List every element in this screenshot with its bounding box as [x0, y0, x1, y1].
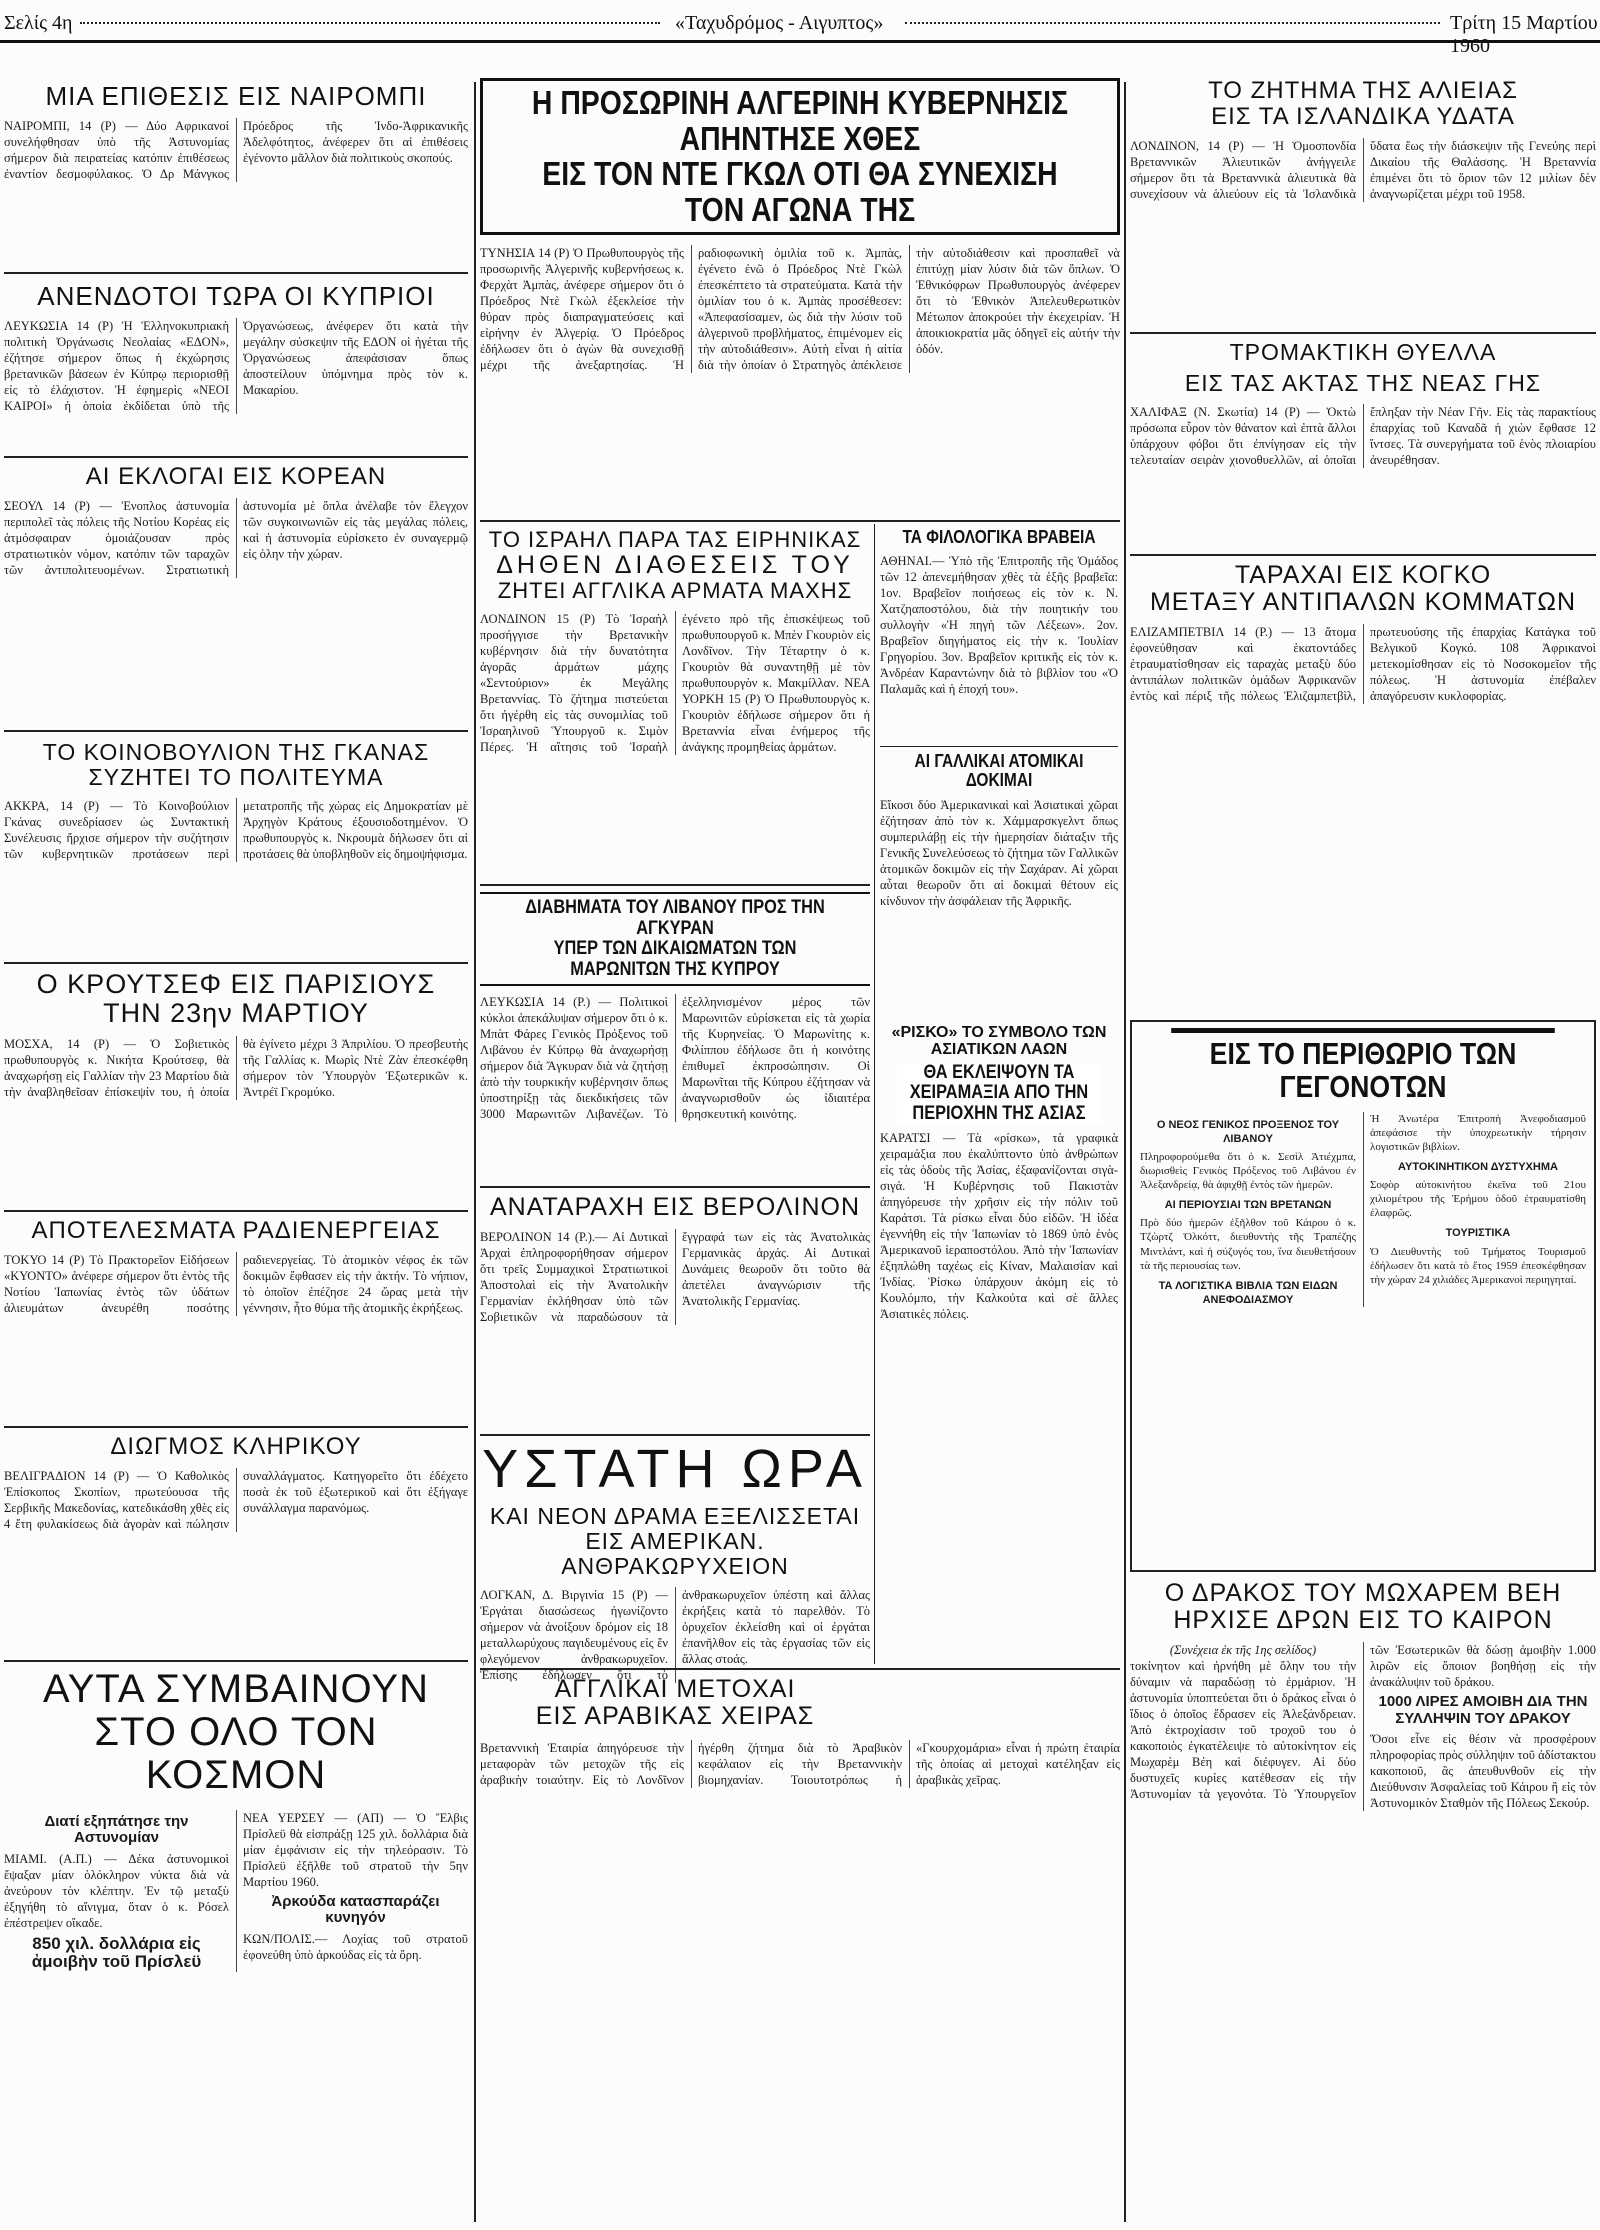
article-body: Εἴκοσι δύο Ἀμερικανικαὶ καὶ Ἀσιατικαὶ χῶραι ἐζήτησαν ἀπὸ τὸν κ. Χάμμαρσκγελντ ὅπως συμπεριλάβῃ εἰς τὴν ἡμερησίαν διάταξιν τῆς Γενικῆς Συνελεύσεως τὸ ζήτημα τῶν Γαλλικῶν ἀτομικῶν δοκιμῶν εἰς τὴν Σαχάραν. Αἱ χῶραι αὗται θεωροῦν ὅτι αἱ δοκιμαὶ θέτουν εἰς κίνδυνον τὴν ἀσφάλειαν τῆς Ἀφρικῆς. [880, 797, 1118, 908]
headline: ΥΣΤΑΤΗ ΩΡΑ [482, 1439, 868, 1499]
headline: ΕΙΣ ΤΟ ΠΕΡΙΘΩΡΙΟ ΤΩΝ ΓΕΓΟΝΟΤΩΝ [1171, 1028, 1555, 1104]
article-divider [480, 520, 1120, 522]
article-divider [480, 1434, 870, 1436]
headline: ΣΤΟ ΟΛΟ ΤΟΝ ΚΟΣΜΟΝ [94, 1710, 378, 1798]
article-body: ΧΑΛΙΦΑΞ (Ν. Σκωτία) 14 (Ρ) — Ὀκτὼ πρόσωπα εὗρον τὸν θάνατον καὶ ἐπτὰ ἄλλοι ὑπάρχουν φόβοι ὅτι ἐπνίγησαν εἰς τὴν τελευταίαν σειρὰν χιονοθυελλῶν, αἱ ὁποῖαι ἔπληξαν τὴν Νέαν Γῆν. Εἰς τὰς παρακτίους ἐπαρχίας τοῦ Καναδᾶ ἡ χιὼν ἔφθασε 12 ἴντσες. Τὰ συνεργήματα τοῦ ἑνὸς πλοιαρίου ἀνευρέθησαν. [1130, 404, 1596, 467]
subheadline: ΕΙΣ ΑΜΕΡΙΚΑΝ. ΑΝΘΡΑΚΩΡΥΧΕΙΟΝ [561, 1528, 789, 1579]
article-divider [4, 272, 468, 274]
headline: ΑΙ ΕΚΛΟΓΑΙ ΕΙΣ ΚΟΡΕΑΝ [85, 463, 387, 490]
page-number: Σελίς 4η [4, 12, 73, 34]
article-khrushchev [4, 970, 468, 1206]
article-cleric [4, 1434, 468, 1656]
paragraph: Ἡ Ἀνωτέρα Ἐπιτροπὴ Ἀνεφοδιασμοῦ ἀπεφάσισε τὴν ὑποχρεωτικὴν τήρησιν λογιστικῶν βιβλίων. [1370, 1112, 1586, 1154]
paragraph: Ὁ Διευθυντὴς τοῦ Τμήματος Τουρισμοῦ ἐδήλωσεν ὅτι κατὰ τὸ ἔτος 1959 ἐπεσκέφθησαν τὴν χώραν 24 χιλιάδες Ἀμερικανοὶ περιηγηταί. [1370, 1245, 1586, 1286]
article-risko [880, 1024, 1118, 1664]
article-body: ΜΟΣΧΑ, 14 (Ρ) — Ὁ Σοβιετικὸς πρωθυπουργὸς κ. Νικήτα Κρούτσεφ, θὰ ἀναχωρήσῃ εἰς Γαλλίαν τὴν 23 Μαρτίου διὰ τὴν ἀναβληθεῖσαν ἐπίσκεψίν του, ἡ ὁποία θὰ ἐγίνετο μέχρι 3 Ἀπριλίου. Ὁ πρεσβευτὴς τῆς Γαλλίας κ. Μωρὶς Ντὲ Ζὰν ἐπεσκέφθη σήμερον τὸν Ὑπουργὸν Ἐξωτερικῶν κ. Ἀντρέϊ Γκρομύκο. [4, 1037, 468, 1100]
article-body: ΕΛΙΖΑΜΠΕΤΒΙΛ 14 (Ρ.) — 13 ἄτομα ἐφονεύθησαν καὶ ἑκατοντάδες ἐτραυματίσθησαν εἰς ταραχὰς μεταξὺ δύο ἀντιπάλων πολιτικῶν ὁμάδων Ἀφρικανῶν ἐντὸς καὶ πέριξ τῆς πόλεως Ἐλιζαμπετβὶλ, πρωτευούσης τῆς ἐπαρχίας Κατάγκα τοῦ Βελγικοῦ Κογκό. 108 Ἀφρικανοὶ μετεκομίσθησαν εἰς τὸ Νοσοκομεῖον τῆς πόλεως. Ἡ ἀστυνομία ἐπέβαλεν ἀπαγόρευσιν κυκλοφορίας. [1130, 625, 1596, 703]
column-divider [1124, 82, 1126, 2222]
article-berlin [480, 1194, 870, 1430]
article-body: ΛΟΝΔΙΝΟΝ, 14 (Ρ) — Ἡ Ὁμοσπονδία Βρεταννικῶν Ἀλιευτικῶν ἀνήγγειλε σήμερον ὅτι τὰ Βρεταννικὰ ἁλιευτικὰ θὰ συνεχίσουν νὰ ἁλιεύουν εἰς τὰ Ἰσλανδικὰ ὕδατα ἕως τὴν διάσκεψιν τῆς Γενεύης περὶ Δικαίου τῆς Θαλάσσης. Ἡ Βρεταννία ἐπιμένει ὅτι τὸ ὅριον τῶν 12 μιλίων δὲν ἀναγνωρίζεται μέχρι τοῦ 1958. [1130, 138, 1596, 201]
headline: Ο ΚΡΟΥΤΣΕΦ ΕΙΣ ΠΑΡΙΣΙΟΥΣ [36, 969, 436, 999]
headline: ΤΡΟΜΑΚΤΙΚΗ ΘΥΕΛΛΑ [1229, 339, 1497, 365]
article-divider [4, 1210, 468, 1212]
headline: ΕΙΣ ΤΑΣ ΑΚΤΑΣ ΤΗΣ ΝΕΑΣ ΓΗΣ [1184, 369, 1542, 396]
headline: ΜΙΑ ΕΠΙΘΕΣΙΣ ΕΙΣ ΝΑΙΡΟΜΠΙ [45, 81, 427, 111]
headline-box [480, 892, 870, 986]
subheadline: 850 χιλ. δολλάρια εἰς ἀμοιβὴν τοῦ Πρίσλεϋ [31, 1933, 202, 1972]
article-divider [1130, 332, 1596, 334]
article-body: ΛΕΥΚΩΣΙΑ 14 (Ρ) Ἡ Ἑλληνοκυπριακὴ πολιτικὴ Ὀργάνωσις Νεολαίας «ΕΔΟΝ», ἐζήτησε σήμερον ὅπως ἡ ἐκχώρησις βρετανικῶν βάσεων ἐν Κύπρῳ περιορισθῇ εἰς τὸ ἐλάχιστον. Ἡ ἐφημερὶς «ΝΕΟΙ ΚΑΙΡΟΙ» ἡ ὁποία ἐκδίδεται ὑπὸ τῆς Ὀργανώσεως, ἀνέφερεν ὅτι κατὰ τὴν μεγάλην σύσκεψιν τῆς ΕΔΟΝ οἱ ἡγέται τῆς Ὀργανώσεως ἀπεφάσισαν ὅπως ἀποστείλουν ὑπόμνημα πρὸς τὸν κ. Μακαρίου. [4, 319, 468, 414]
article-divider [480, 1186, 870, 1188]
article-divider [4, 730, 468, 732]
paragraph: ΚΩΝ/ΠΟΛΙΣ.— Λοχίας τοῦ στρατοῦ ἐφονεύθη ὑπὸ ἀρκούδας εἰς τὰ ὄρη. [243, 1931, 468, 1962]
article-dragon [1130, 1580, 1596, 2220]
paragraph: Σοφὸρ αὐτοκινήτου ἐκεῖνα τοῦ 21ου χιλιομέτρου τῆς Ἐρήμου ὁδοῦ ἐτραυματίσθη ἐλαφρῶς. [1370, 1179, 1586, 1220]
headline: ΑΝΕΝΔΟΤΟΙ ΤΩΡΑ ΟΙ ΚΥΠΡΙΟΙ [37, 281, 435, 311]
headline: ΤΟ ΚΟΙΝΟΒΟΥΛΙΟΝ ΤΗΣ ΓΚΑΝΑΣ [42, 739, 430, 765]
article-divider [480, 1668, 1120, 1670]
article-algeria [480, 78, 1120, 518]
article-body [4, 1810, 468, 1972]
article-atomic [880, 752, 1118, 1022]
subheadline: ΚΑΙ ΝΕΟΝ ΔΡΑΜΑ ΕΞΕΛΙΣΣΕΤΑΙ [489, 1503, 861, 1530]
headline: ΘΑ ΕΚΛΕΙΨΟΥΝ ΤΑ ΧΕΙΡΑΜΑΞΙΑ ΑΠΟ ΤΗΝ ΠΕΡΙΟΧΗΝ ΤΗΣ ΑΣΙΑΣ [897, 1063, 1102, 1125]
headline: ΑΓΓΛΙΚΑΙ ΜΕΤΟΧΑΙ [554, 1675, 796, 1703]
headline: ΑΝΑΤΑΡΑΧΗ ΕΙΣ ΒΕΡΟΛΙΝΟΝ [489, 1193, 861, 1221]
article-body: ΛΟΝΔΙΝΟΝ 15 (Ρ) Τὸ Ἰσραὴλ προσήγγισε τὴν Βρετανικὴν κυβέρνησιν διὰ τὴν δυνατότητα ἀγορᾶς ἀρμάτων μάχης «Σεντούριον» ἐκ Μεγάλης Βρεταννίας. Τὸ ζήτημα πιστεύεται ὅτι ἠγέρθη εἰς τὰς συνομιλίας τοῦ Ἰσραηλινοῦ Ὑπουργοῦ κ. Σιμὸν Πέρες. Ἡ αἴτησις τοῦ Ἰσραὴλ ἐγένετο πρὸ τῆς ἐπισκέψεως τοῦ πρωθυπουργοῦ κ. Μπὲν Γκουριὸν εἰς Λονδῖνον. Τὴν Τέταρτην ὁ κ. Γκουριὸν θὰ συναντηθῇ μὲ τὸν πρωθυπουργὸν κ. Μακμίλλαν. ΝΕΑ ΥΟΡΚΗ 15 (Ρ) Ὁ Πρωθυπουργὸς κ. Γκουριὸν ἐδήλωσε σήμερον ὅτι ἡ Βρεταννία εἶναι ἐνήμερος τῆς ἀνάγκης προμηθείας ἀρμάτων. [480, 611, 870, 754]
article-body: ΣΕΟΥΛ 14 (Ρ) — Ἐνοπλος ἀστυνομία περιπολεῖ τὰς πόλεις τῆς Νοτίου Κορέας εἰς ἀτμόσφαιραν ὁμοιάζουσαν πρὸς στρατιωτικὸν νόμον, κατόπιν τῶν ταραχῶν τῶν ἀντιπολιτευομένων. Στρατιωτικὴ ἀστυνομία μὲ ὅπλα ἀνέλαβε τὸν ἔλεγχον τῶν συγκοινωνιῶν εἰς τὰς μεγάλας πόλεις, καὶ ἡ ἀστυνομία εὑρίσκετο ἐν συναγερμῷ εἰς ὁλην τὴν χώραν. [4, 498, 468, 577]
article-radiation [4, 1218, 468, 1424]
headline: ΤΗΝ 23ην ΜΑΡΤΙΟΥ [103, 998, 369, 1029]
headline: Ο ΔΡΑΚΟΣ ΤΟΥ ΜΩΧΑΡΕΜ ΒΕΗ [1164, 1579, 1562, 1607]
article-body: ΛΕΥΚΩΣΙΑ 14 (Ρ.) — Πολιτικοὶ κύκλοι ἀπεκάλυψαν σήμερον ὅτι ὁ κ. Μπὰτ Φάρες Γενικὸς Πρόξενος τοῦ Λιβάνου ἐν Κύπρῳ θὰ ἀναχωρήσῃ σήμερον διὰ Ἄγκυραν διὰ νὰ ζητήσῃ ἀπὸ τὴν τουρκικὴν κυβέρνησιν ὅπως ὑποστηρίξῃ τὰς διεκδικήσεις τῶν 3000 Μαρωνιτῶν Λιβανέζων. Τὸ ἐξελληνισμένον μέρος τῶν Μαρωνιτῶν εὑρίσκεται εἰς τὰ χωρία τῆς Κυρηνείας. Ὁ Μαρωνίτης κ. Φιλίππου ἐδήλωσε ὅτι ἡ κοινότης ἐπιθυμεῖ ἐκπροσώπησιν. Οἱ Μαρωνῖται τῆς Κύπρου ἐζήτησαν νὰ ἀναγνωρισθοῦν ὡς ἰδιαιτέρα θρησκευτικὴ κοινότης. [480, 995, 870, 1122]
article-cypriots [4, 282, 468, 452]
paragraph: Πληροφορούμεθα ὅτι ὁ κ. Σεσὶλ Ἀτιέχμπα, διωρισθεὶς Γενικὸς Πρόξενος τοῦ Λιβάνου ἐν Ἀλεξανδρείᾳ, θὰ ἀφιχθῇ ἐντὸς τῶν ἡμερῶν. [1140, 1151, 1356, 1192]
article-storm [1130, 340, 1596, 550]
article-british-shares [480, 1676, 1120, 2220]
headline: ΤΟ ΙΣΡΑΗΛ ΠΑΡΑ ΤΑΣ ΕΙΡΗΝΙΚΑΣ [488, 527, 862, 552]
headline: ΑΠΟΤΕΛΕΣΜΑΤΑ ΡΑΔΙΕΝΕΡΓΕΙΑΣ [31, 1217, 441, 1244]
headline: ΑΥΤΑ ΣΥΜΒΑΙΝΟΥΝ [43, 1667, 429, 1711]
newspaper-name: «Ταχυδρόμος - Αιγυπτος» [675, 12, 884, 34]
headline: ΔΙΑΒΗΜΑΤΑ ΤΟΥ ΛΙΒΑΝΟΥ ΠΡΟΣ ΤΗΝ ΑΓΚΥΡΑΝ [525, 897, 825, 939]
masthead-rule [905, 22, 1440, 24]
headline: ΑΙ ΓΑΛΛΙΚΑΙ ΑΤΟΜΙΚΑΙ ΔΟΚΙΜΑΙ [914, 751, 1084, 791]
headline: ΗΡΧΙΣΕ ΔΡΩΝ ΕΙΣ ΤΟ ΚΑΙΡΟΝ [1173, 1606, 1553, 1634]
headline: ΥΠΕΡ ΤΩΝ ΔΙΚΑΙΩΜΑΤΩΝ ΤΩΝ ΜΑΡΩΝΙΤΩΝ ΤΗΣ ΚΥΠΡΟΥ [553, 938, 797, 980]
article-world [4, 1668, 468, 2220]
headline: ΕΙΣ ΑΡΑΒΙΚΑΣ ΧΕΙΡΑΣ [535, 1702, 815, 1730]
subheadline: 1000 ΛΙΡΕΣ ΑΜΟΙΒΗ ΔΙΑ ΤΗΝ ΣΥΛΛΗΨΙΝ ΤΟΥ ΔΡΑΚΟΥ [1378, 1693, 1588, 1727]
article-nairobi [4, 82, 468, 268]
issue-date: Τρίτη 15 Μαρτίου 1960 [1450, 12, 1598, 57]
headline-box [480, 78, 1120, 235]
article-body: ΤΟΚΥΟ 14 (Ρ) Τὸ Πρακτορεῖον Εἰδήσεων «ΚΥΟΝΤΟ» ἀνέφερε σήμερον ὅτι ἐντὸς τῆς Νοτίου Ἰαπωνίας ἐντὸς τῶν ὑδάτων ἀλιευμάτων ἀνευρέθη ποσότης ραδιενεργείας. Τὸ ἀτομικὸν νέφος ἐκ τῶν δοκιμῶν ἔφθασεν εἰς τὴν ἀκτήν. Τὸ νήπιον, τὸ ὁποῖον ἐπέζησε 24 ὥρας μετὰ τὴν γέννησιν, ἦτο θύμα τῆς ἀτομικῆς ἐκρήξεως. [4, 1252, 468, 1315]
article-divider [480, 884, 870, 886]
paragraph: Πρὸ δύο ἡμερῶν ἐξῆλθον τοῦ Κάιρου ὁ κ. Τζὼρτζ Ὀλκόττ, διευθυντὴς τῆς Τραπέζης Μιντλάντ, καὶ ἡ σύζυγός του, ἵνα διευθετήσουν τὰ τῆς περιουσίας των. [1140, 1217, 1356, 1272]
headline: Η ΠΡΟΣΩΡΙΝΗ ΑΛΓΕΡΙΝΗ ΚΥΒΕΡΝΗΣΙΣ ΑΠΗΝΤΗΣΕ ΧΘΕΣ [531, 84, 1069, 157]
article-philology [880, 528, 1118, 743]
paragraph: τοκίνητον καὶ ἠρνήθη μὲ ὅλην του τὴν δύναμιν νὰ παραδώσῃ τὸ ἐρμάριον. Ἡ ἀστυνομία ὑποπτεύεται ὅτι ὁ δράκος εἶναι ὁ ἴδιος ὁ ὁποῖος ἔδρασεν εἰς Ἀλεξάνδρειαν. Ἀπὸ ἐκτροχίασιν τοῦ τροχοῦ του ὁ κακοποιὸς ἐγκατέλειψε τὸ αὐτοκίνητον εἰς Μωχαρὲμ Βέη καὶ διέφυγεν. Αἱ δύο δυστυχεῖς κυρίες κατέθεσαν εἰς τὴν Ἀστυνομίαν τὰ γεγονότα. Τὸ Ὑπουργεῖον τῶν Ἐσωτερικῶν θὰ δώσῃ ἀμοιβὴν 1.000 λιρῶν εἰς ὅποιον βοηθήσῃ εἰς τὴν ἀνακάλυψιν τοῦ δράκου. [1130, 1643, 1596, 1801]
article-body: ΛΟΓΚΑΝ, Δ. Βιργινία 15 (Ρ) — Ἐργάται διασώσεως ἠγωνίζοντο σήμερον νὰ ἀνοίξουν δρόμον εἰς 18 μεταλλωρύχους παγιδευμένους εἰς ἕν φλεγόμενον ἀνθρακωρυχεῖον. Ἐπίσης ἐδήλωσεν ὅτι τὸ ἀνθρακωρυχεῖον ὑπέστη καὶ ἄλλας ἐκρήξεις κατὰ τὸ παρελθόν. Τὸ ὀρυχεῖον ἐκλείσθη καὶ οἱ ἐργάται ἐπανῆλθον εἰς τὰς ἐργασίας τῶν εἰς ἄλλας στοάς. [480, 1587, 870, 1682]
item-title: ΤΟΥΡΙΣΤΙΚΑ [1445, 1227, 1511, 1240]
masthead-rule [80, 22, 660, 24]
headline: ΤΟ ΖΗΤΗΜΑ ΤΗΣ ΑΛΙΕΙΑΣ [1208, 77, 1518, 104]
headline: ΜΕΤΑΞΥ ΑΝΤΙΠΑΛΩΝ ΚΟΜΜΑΤΩΝ [1149, 588, 1577, 616]
article-body: ΑΚΚΡΑ, 14 (Ρ) — Τὸ Κοινοβούλιον Γκάνας συνεδρίασεν ὡς Συντακτικὴ Συνέλευσις ἤρχισε σήμερον τὴν συζήτησιν τῶν κυβερνητικῶν προτάσεων περὶ μετατροπῆς τῆς χώρας εἰς Δημοκρατίαν μὲ Ἀρχηγὸν Κράτους ἐξουσιοδοτημένον. Ὁ πρωθυπουργὸς κ. Νκρουμὰ δήλωσεν ὅτι αἱ προτάσεις θὰ ὑποβληθοῦν εἰς δημοψήφισμα. [4, 798, 468, 861]
article-divider [880, 746, 1118, 747]
headline: ΕΙΣ ΤΟΝ ΝΤΕ ΓΚΩΛ ΟΤΙ ΘΑ ΣΥΝΕΧΙΣΗ ΤΟΝ ΑΓΩΝΑ ΤΗΣ [542, 155, 1058, 228]
article-body: ΤΥΝΗΣΙΑ 14 (Ρ) Ὁ Πρωθυπουργὸς τῆς προσωρινῆς Ἀλγερινῆς κυβερνήσεως κ. Φερχὰτ Ἀμπὰς, ἀνέφερε σήμερον ὅτι ὁ Πρόεδρος Ντὲ Γκὼλ ἐξεκλείσε τὴν θύραν πρὸς διαπραγματεύσεις καὶ εἰρήνην ἐν Ἀλγερίᾳ. Ὁ Πρόεδρος ἐδήλωσεν ὅτι ὁ ἀγὼν θὰ συνεχισθῇ μέχρι τῆς ἀνεξαρτησίας. Ἡ ραδιοφωνικὴ ὁμιλία τοῦ κ. Ἀμπὰς, ἐγένετο ἐνῶ ὁ Πρόεδρος Ντὲ Γκὼλ ἐπεσκέπτετο τὰ στρατεύματα. Κατὰ τὴν ὁμιλίαν του ὁ κ. Ἀμπὰς προσέθεσεν: «Ἀπεφασίσαμεν, ὡς διὰ τὴν λύσιν τοῦ ἀλγερινοῦ προβλήματος, ἐπιμένομεν εἰς τὴν αὐτοδιάθεσιν». Αὐτὴ εἶναι ἡ αἰτία διὰ τὴν ὁποίαν ὁ Στρατηγὸς ἀπέκλεισε τὴν αὐτοδιάθεσιν καὶ προσπαθεῖ νὰ ἐπιτύχῃ μίαν λύσιν διὰ τῶν ὅπλων. Ὁ Ἐθνικόφρων Πρωθυπουργὸς ἀνέφερεν ὅτι τὸ Ἐθνικὸν Ἀπελευθερωτικὸν Μέτωπον ἀποκρούει τὴν ἐκεχειρίαν. Ἡ ἀποικιοκρατία μᾶς ὁδηγεῖ εἰς αὐτήν τὴν ὁδόν. [480, 245, 1120, 372]
column-divider [474, 82, 476, 2222]
article-divider [4, 1660, 468, 1662]
article-divider [4, 1426, 468, 1428]
continuation-note: (Συνέχεια ἐκ τῆς 1ης σελίδος) [1169, 1643, 1317, 1657]
article-congo [1130, 562, 1596, 1016]
article-divider [4, 962, 468, 964]
article-last-hour [480, 1439, 870, 1682]
article-korea [4, 464, 468, 726]
article-body [1140, 1112, 1586, 1307]
headline: ΕΙΣ ΤΑ ΙΣΛΑΝΔΙΚΑ ΥΔΑΤΑ [1211, 102, 1515, 130]
subheadline: Διατί εξηπάτησε την Αστυνομίαν [44, 1812, 189, 1847]
headline: ΤΑΡΑΧΑΙ ΕΙΣ ΚΟΓΚΟ [1234, 561, 1492, 589]
headline-group [480, 1676, 870, 1730]
headline: ΤΑ ΦΙΛΟΛΟΓΙΚΑ ΒΡΑΒΕΙΑ [902, 527, 1096, 547]
article-divider [4, 456, 468, 458]
article-body [1130, 1642, 1596, 1811]
article-ghana [4, 740, 468, 958]
column-divider [874, 524, 875, 1664]
article-body: Βρεταννικὴ Ἑταιρία ἀπηγόρευσε τὴν μεταφορὰν τῶν μετοχῶν τῆς εἰς ἀραβικὴν τοιαύτην. Εἰς τὸ Λονδῖνον ἠγέρθη ζήτημα διὰ τὸ Ἀραβικὸν κεφάλαιον εἰς τὴν Βρεταννικὴν βιομηχανίαν. Τοιουτοτρόπως ἡ «Γκουρχομάρια» εἶναι ἡ πρώτη ἐταιρία τῆς ὁποίας αἱ μετοχαὶ κατέληξαν εἰς ἀραβικὰς χεῖρας. [480, 1741, 1120, 1787]
article-lebanon [480, 892, 870, 1182]
kicker: «ΡΙΣΚΟ» ΤΟ ΣΥΜΒΟΛΟ ΤΩΝ ΑΣΙΑΤΙΚΩΝ ΛΑΩΝ [891, 1024, 1107, 1059]
article-body: ΚΑΡΑΤΣΙ — Τὰ «ρίσκω», τὰ γραφικὰ χειραμάξια που ἐκαλύπτοντο ὑπὸ ἀνθρώπων εἰς τὰς ὁδοὺς τῆς Ἀσίας, ἐξαφανίζονται σιγὰ-σιγά. Ἡ Κυβέρνησις τοῦ Πακιστὰν ἀπηγόρευσε τὴν χρῆσιν εἰς τὴν πόλιν τοῦ Καράτσι. Τὰ ρίσκω εἶναι δύο εἰδῶν. Ἡ ἰδέα ἐγεννήθη εἰς τὴν Ἰαπωνίαν τὸ 1869 ὑπὸ ἑνὸς Ἀμερικανοῦ ἱεραποστόλου. Ἀπὸ τὴν Ἰαπωνίαν ἐξηπλώθη ταχέως εἰς Κίναν, Μαλαισίαν καὶ Ἰνδίας. Ῥίσκω ὑπάρχουν ἀκόμη εἰς τὸ Κουλόμπο, τὴν Καλκούτα καὶ σὲ ἄλλες Ἀσιατικὲς πόλεις. [880, 1131, 1118, 1322]
paragraph: ΜΙΑΜΙ. (Α.Π.) — Δέκα ἀστυνομικοὶ ἔψαξαν μίαν ὁλόκληρον νύκτα διὰ νὰ ἀνεύρουν τὸν κλέπτην. Ἐν τῷ μεταξὺ ἐξηγήθη τὸ αἴνιγμα, ὅταν ὁ κ. Ρόσελ ἐπέστρεψεν οἴκαδε. [4, 1851, 229, 1930]
paragraph: Ὅσοι εἶνε εἰς θέσιν νὰ προσφέρουν πληροφορίας πρὸς σύλληψιν τοῦ ἀδίστακτου κακοποιοῦ, ἂς ἀπευθυνθοῦν εἰς τὴν Διεύθυνσιν Ἀσφαλείας τοῦ Κάιρου ἢ εἰς τὸν Ἀστυνομικὸν Σταθμὸν τῆς Πόλεως Σεκούρ. [1370, 1732, 1596, 1810]
article-fishing [1130, 78, 1596, 328]
item-title: ΤΑ ΛΟΓΙΣΤΙΚΑ ΒΙΒΛΙΑ ΤΩΝ ΕΙΔΩΝ ΑΝΕΦΟΔΙΑΣΜΟΥ [1158, 1279, 1338, 1306]
paragraph: ΝΕΑ ΥΕΡΣΕΥ — (ΑΠ) — Ὁ Ἔλβις Πρίσλεϋ θὰ εἰσπράξῃ 125 χιλ. δολλάρια διὰ μίαν ἐμφάνισιν εἰς τὴν τηλεόρασιν. Τὸ Πρίσλεϋ ἐξῆλθε τοῦ στρατοῦ τὴν 5ην Μαρτίου 1960. [243, 1810, 468, 1889]
article-divider [1130, 554, 1596, 556]
headline: ΔΗΘΕΝ ΔΙΑΘΕΣΕΙΣ ΤΟΥ [496, 550, 854, 579]
item-title: ΑΥΤΟΚΙΝΗΤΙΚΟΝ ΔΥΣΤΥΧΗΜΑ [1398, 1161, 1558, 1174]
article-body: ΒΕΛΙΓΡΑΔΙΟΝ 14 (Ρ) — Ὁ Καθολικὸς Ἐπίσκοπος Σκοπίων, πρωτεύουσα τῆς Σερβικῆς Μακεδονίας, κατεδικάσθη χθὲς εἰς 4 ἔτη φυλακίσεως διὰ ἀγορὰν καὶ πώλησιν συναλλάγματος. Κατηγορεῖτο ὅτι ἐδέχετο ποσὰ ἐκ τοῦ ἐξωτερικοῦ καὶ ὅτι ἐξήγαγε συνάλλαγμα παρανόμως. [4, 1468, 468, 1531]
article-body: ΒΕΡΟΛΙΝΟΝ 14 (Ρ.).— Αἱ Δυτικαὶ Ἀρχαὶ ἐπληροφορήθησαν σήμερον ὅτι τρεῖς Συμμαχικοὶ Στρατιωτικοὶ Ἀποστολαὶ εἰς τὴν Ἀνατολικὴν Γερμανίαν ἐκλήθησαν ὑπὸ τῶν Σοβιετικῶν νὰ παραδώσουν τὰ ἔγγραφά των εἰς τὰς Ἀνατολικὰς Γερμανικὰς ἀρχάς. Αἱ Δυτικαὶ Δυνάμεις θεωροῦν ὅτι τοῦτο θὰ ἀπετέλει ἀναγνώρισιν τῆς Ἀνατολικῆς Γερμανίας. [480, 1230, 870, 1324]
masthead-divider [0, 40, 1600, 43]
headline: ΣΥΖΗΤΕΙ ΤΟ ΠΟΛΙΤΕΥΜΑ [88, 763, 384, 790]
item-title: ΑΙ ΠΕΡΙΟΥΣΙΑΙ ΤΩΝ ΒΡΕΤΑΝΩΝ [1164, 1199, 1332, 1212]
headline: ΖΗΤΕΙ ΑΓΓΛΙΚΑ ΑΡΜΑΤΑ ΜΑΧΗΣ [497, 577, 853, 603]
headline: ΔΙΩΓΜΟΣ ΚΛΗΡΙΚΟΥ [110, 1433, 362, 1460]
article-israel [480, 528, 870, 880]
item-title: Ο ΝΕΟΣ ΓΕΝΙΚΟΣ ΠΡΟΞΕΝΟΣ ΤΟΥ ΛΙΒΑΝΟΥ [1156, 1118, 1340, 1146]
article-body: ΑΘΗΝΑΙ.— Ὑπὸ τῆς Ἐπιτροπῆς τῆς Ὁμάδος τῶν 12 ἀπενεμήθησαν χθὲς τὰ ἑξῆς βραβεῖα: 1ον. Βραβεῖον ποιήσεως εἰς τὸν κ. Ν. Χατζηαποστόλου, διὰ τὴν ποιητικήν του συλλογὴν «Ἡ πηγὴ τῶν Λέξεων». 2ον. Βραβεῖον διηγήματος εἰς τὴν κ. Ἰουλίαν Γρηγορίου. 3ον. Βραβεῖον κριτικῆς εἰς τὸν κ. Ἀνδρέαν Καραντώνην διὰ τὸ βιβλίον του «Ὁ Παλαμᾶς καὶ ἡ ἐποχή του». [880, 554, 1118, 697]
masthead [0, 0, 1600, 57]
article-body: ΝΑΙΡΟΜΠΙ, 14 (Ρ) — Δύο Αφρικανοί συνελήφθησαν ὑπὸ τῆς Ἀστυνομίας σήμερον διὰ πειρατείας κατόπιν ἐπιθέσεως ἐναντίον δεσμοφύλακος. Ὁ Δρ Μάνγκος Πρόεδρος τῆς Ἰνδο-Ἀφρικανικῆς Ἀδελφότητος, ἀνέφερεν ὅτι αἱ ἐπιθέσεις ἐγένοντο μᾶλλον διὰ πολιτικοὺς σκοπούς. [4, 119, 468, 182]
subheadline: Ἀρκούδα κατασπαράζει κυνηγόν [271, 1892, 440, 1927]
margin-of-events-box [1130, 1020, 1596, 1572]
